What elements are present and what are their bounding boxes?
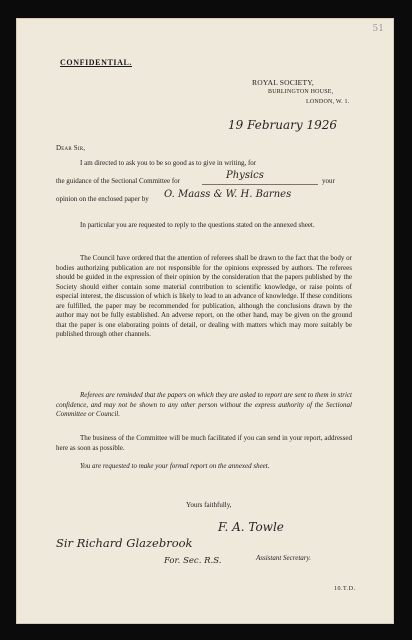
signatory-title: Assistant Secretary. [256, 554, 311, 562]
para-formal-report: You are requested to make your formal report on the annexed sheet. [80, 462, 270, 470]
handwritten-authors: O. Maass & W. H. Barnes [164, 189, 292, 200]
handwritten-signature: F. A. Towle [218, 520, 284, 534]
para-council: The Council have ordered that the attention of referees shall be drawn to the fact that the body or bodies authorizing publication are not responsible for the opinions expressed by authors. The referees should be guided in the expression of their opinion by the consideration that the papers published by the Society should either contain some material contribution to scientific knowledge, or raise points of especial interest, the discussion of which is likely to lead to an advance of knowledge. If these conditions are fulfilled, the paper may be recommended for publication, although the conclusions drawn by the author may not be fully established. An adverse report, on the other hand, may be given on the ground that the paper is one elaborating points of detail, or dealing with matters which may more suitably be published through other channels. [56, 254, 352, 338]
para1-line3-text: opinion on the enclosed paper by [56, 195, 149, 203]
para1-line2-end: your [322, 177, 335, 185]
para1-line1: I am directed to ask you to be so good as to give in writing, for [80, 159, 257, 167]
page-number-mark: 51 [372, 24, 384, 34]
address-line-1: ROYAL SOCIETY, [252, 78, 314, 87]
letterhead-address [252, 78, 372, 105]
handwritten-committee: Physics [226, 170, 264, 181]
para-confidentiality: Referees are reminded that the papers on which they are asked to report are sent to them in strict confidence, and may not be shown to any other person without the express authority of the Sectional Committee or Council. [56, 391, 352, 418]
para-business: The business of the Committee will be much facilitated if you can send in your report, addressed here as soon as possible. [56, 434, 352, 452]
handwritten-recipient: Sir Richard Glazebrook [56, 536, 193, 550]
letter-page [16, 18, 394, 624]
salutation: Dear Sir, [56, 144, 86, 152]
para-questions: In particular you are requested to reply to the questions stated on the annexed sheet. [80, 221, 315, 229]
address-line-3: LONDON, W. 1. [306, 98, 350, 105]
address-line-2: BURLINGTON HOUSE, [268, 88, 334, 95]
para1-line2-text: the guidance of the Sectional Committee for [56, 177, 181, 185]
confidential-heading: CONFIDENTIAL. [60, 58, 133, 67]
form-code: 10.T.D. [334, 586, 356, 592]
handwritten-date: 19 February 1926 [228, 118, 338, 132]
committee-fill-line [202, 184, 318, 185]
handwritten-recipient-title: For. Sec. R.S. [164, 556, 222, 566]
closing: Yours faithfully, [186, 501, 232, 509]
